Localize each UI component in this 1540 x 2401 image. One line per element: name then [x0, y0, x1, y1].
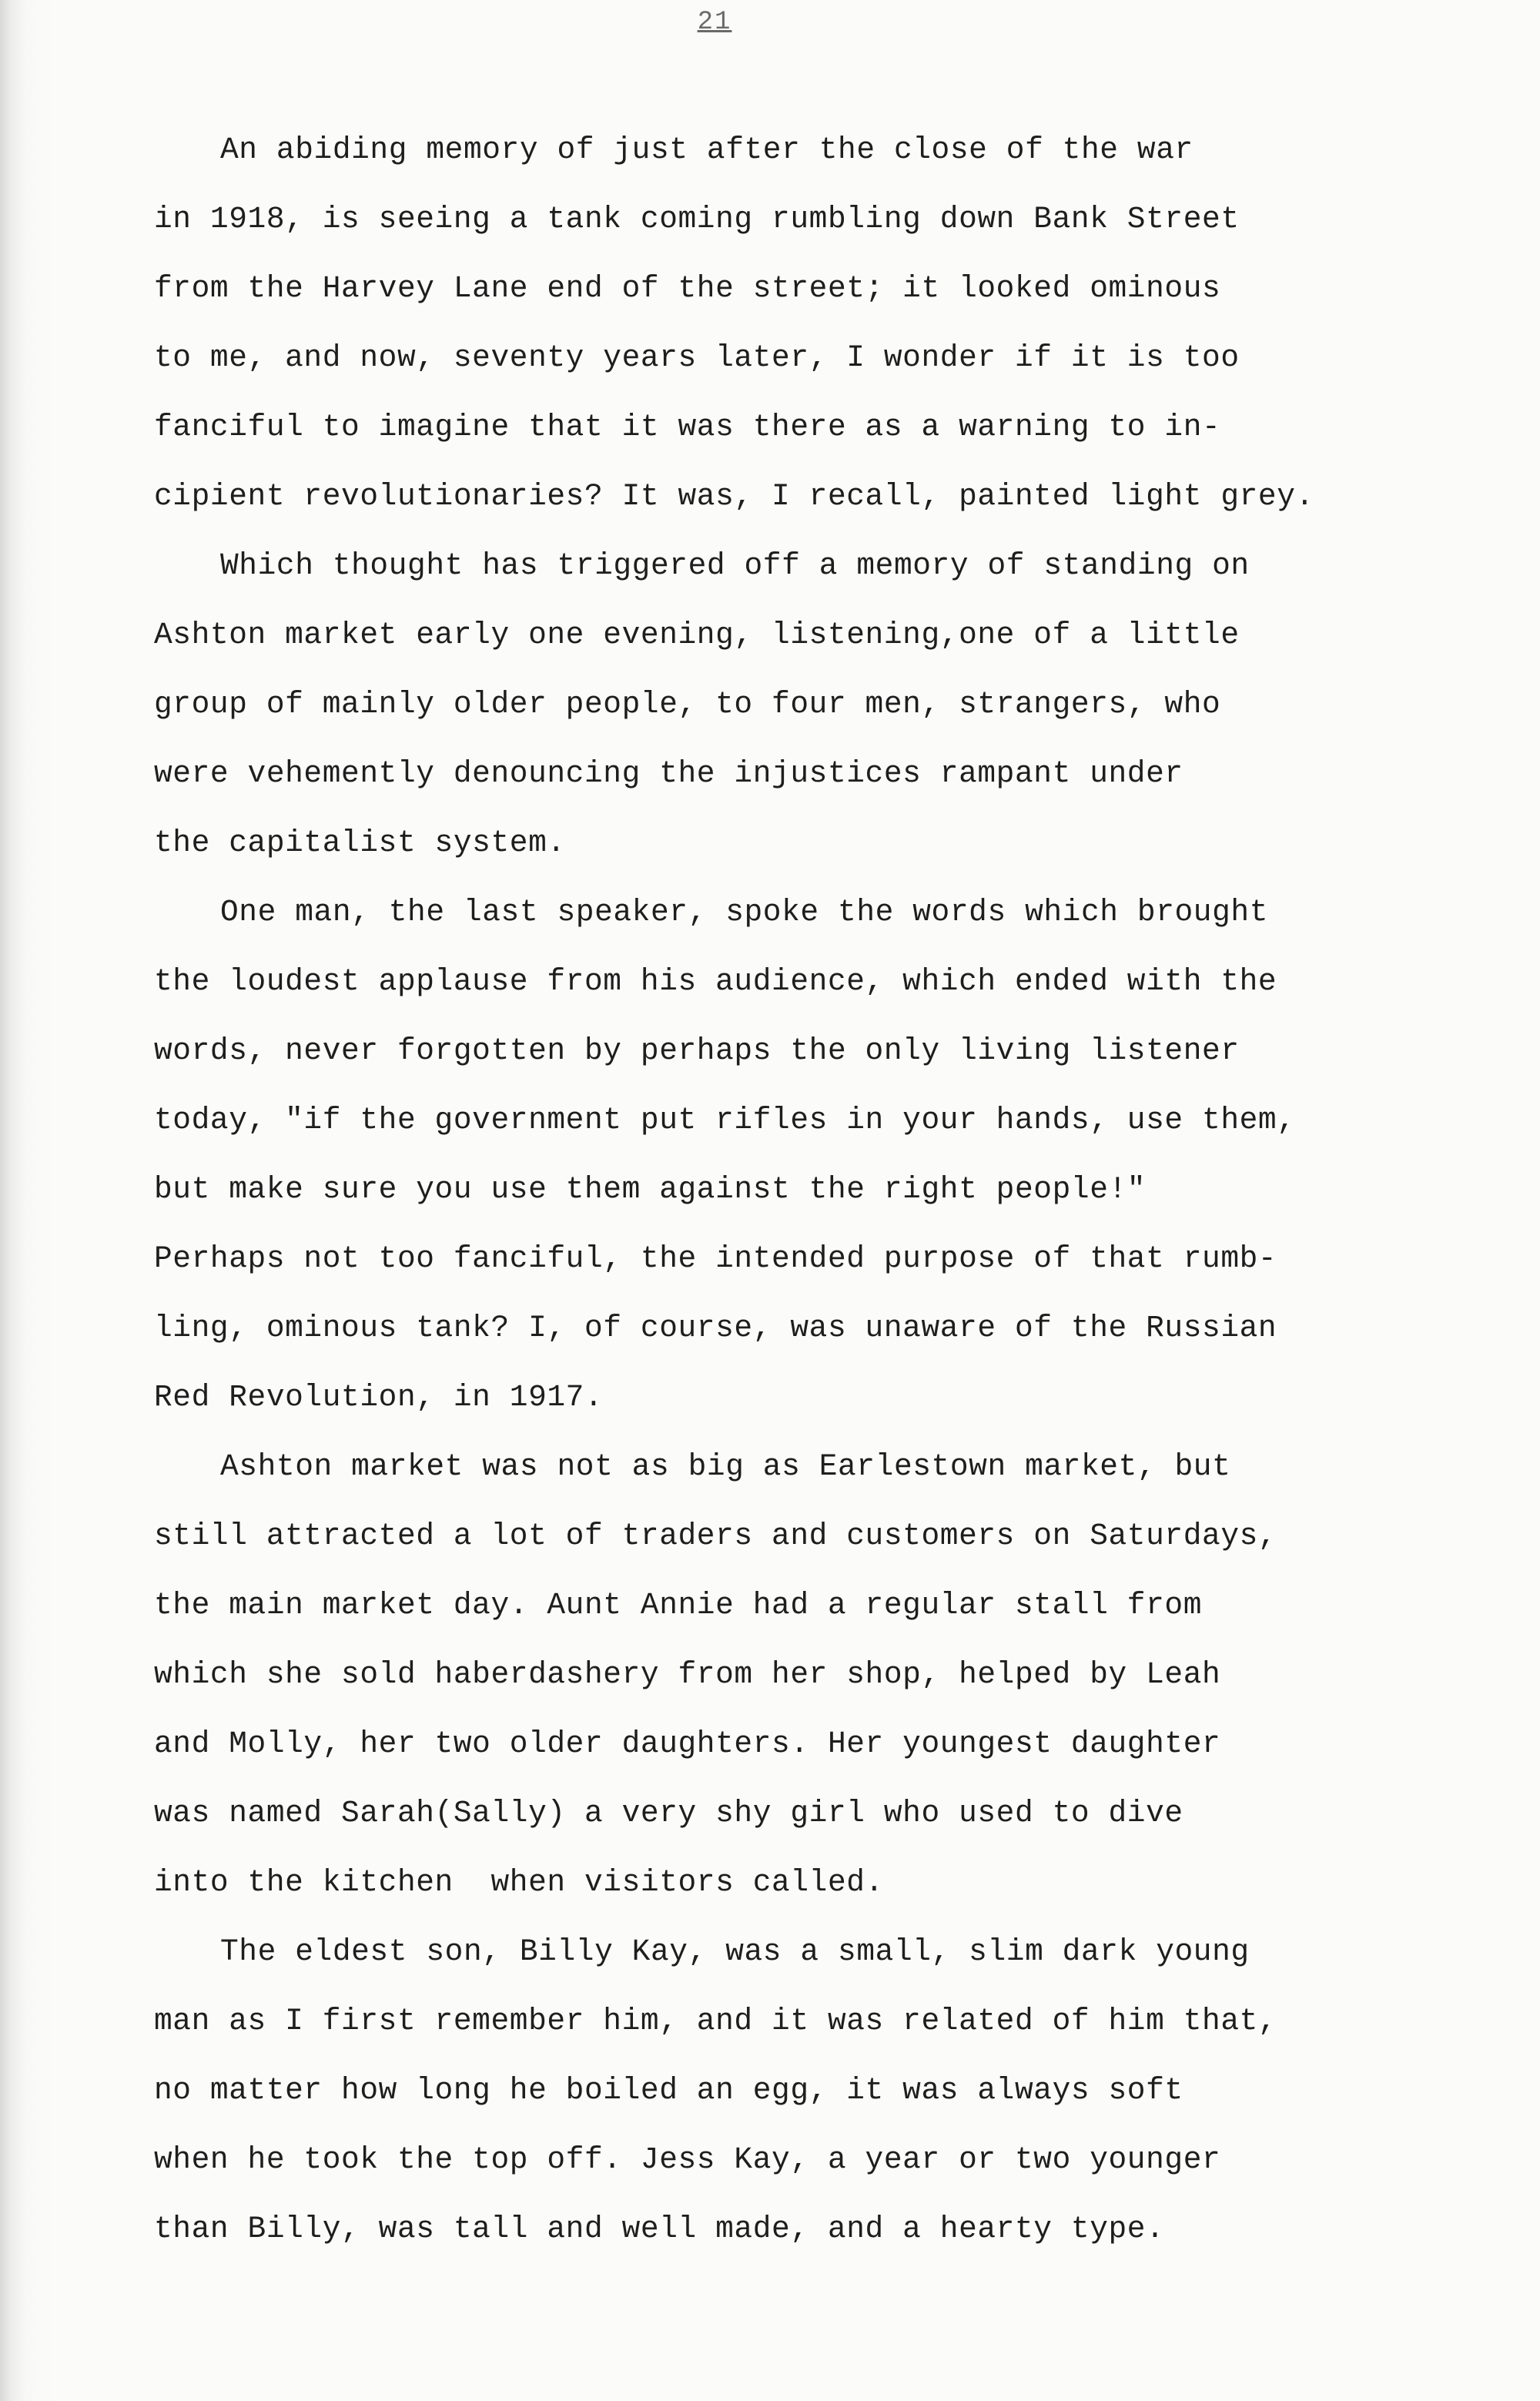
- paragraph-market-meeting: [154, 531, 1478, 878]
- text-line: into the kitchen when visitors called.: [154, 1865, 884, 1900]
- text-line: which she sold haberdashery from her shop, helped by Leah: [154, 1657, 1221, 1692]
- text-line: cipient revolutionaries? It was, I recall, painted light grey.: [154, 479, 1314, 514]
- text-line: Perhaps not too fanciful, the intended purpose of that rumb-: [154, 1241, 1277, 1276]
- page-number: 21: [697, 8, 732, 37]
- paragraph-speaker: [154, 878, 1478, 1432]
- text-line: group of mainly older people, to four men, strangers, who: [154, 687, 1221, 722]
- text-line: Ashton market was not as big as Earlestown market, but: [220, 1449, 1231, 1484]
- text-line: One man, the last speaker, spoke the words which brought: [220, 895, 1269, 929]
- text-line: Red Revolution, in 1917.: [154, 1380, 604, 1415]
- text-line: today, "if the government put rifles in your hands, use them,: [154, 1103, 1296, 1137]
- text-line: than Billy, was tall and well made, and a hearty type.: [154, 2212, 1165, 2246]
- text-line: the main market day. Aunt Annie had a regular stall from: [154, 1588, 1203, 1622]
- text-line: man as I first remember him, and it was related of him that,: [154, 2004, 1277, 2038]
- paragraph-ashton-market: [154, 1432, 1478, 1917]
- text-line: in 1918, is seeing a tank coming rumbling down Bank Street: [154, 202, 1240, 236]
- text-line: words, never forgotten by perhaps the only living listener: [154, 1033, 1240, 1068]
- text-line: The eldest son, Billy Kay, was a small, slim dark young: [220, 1934, 1250, 1969]
- text-line: were vehemently denouncing the injustices rampant under: [154, 756, 1183, 791]
- paragraph-kay-sons: [154, 1917, 1478, 2264]
- text-line: and Molly, her two older daughters. Her youngest daughter: [154, 1726, 1221, 1761]
- text-line: the capitalist system.: [154, 825, 566, 860]
- text-line: Which thought has triggered off a memory of standing on: [220, 548, 1250, 583]
- text-line: Ashton market early one evening, listening,one of a little: [154, 618, 1240, 652]
- text-line: from the Harvey Lane end of the street; it looked ominous: [154, 271, 1221, 306]
- text-line: fanciful to imagine that it was there as a warning to in-: [154, 410, 1221, 444]
- text-line: to me, and now, seventy years later, I wonder if it is too: [154, 340, 1240, 375]
- text-line: but make sure you use them against the right people!": [154, 1172, 1147, 1207]
- body-text: [154, 116, 1478, 2264]
- text-line: An abiding memory of just after the close of the war: [220, 132, 1194, 167]
- text-line: still attracted a lot of traders and customers on Saturdays,: [154, 1519, 1277, 1553]
- text-line: when he took the top off. Jess Kay, a year or two younger: [154, 2142, 1221, 2177]
- text-line: ling, ominous tank? I, of course, was unaware of the Russian: [154, 1311, 1277, 1345]
- paragraph-tank: [154, 116, 1478, 531]
- text-line: no matter how long he boiled an egg, it was always soft: [154, 2073, 1183, 2108]
- text-line: the loudest applause from his audience, which ended with the: [154, 964, 1277, 999]
- text-line: was named Sarah(Sally) a very shy girl who used to dive: [154, 1796, 1183, 1830]
